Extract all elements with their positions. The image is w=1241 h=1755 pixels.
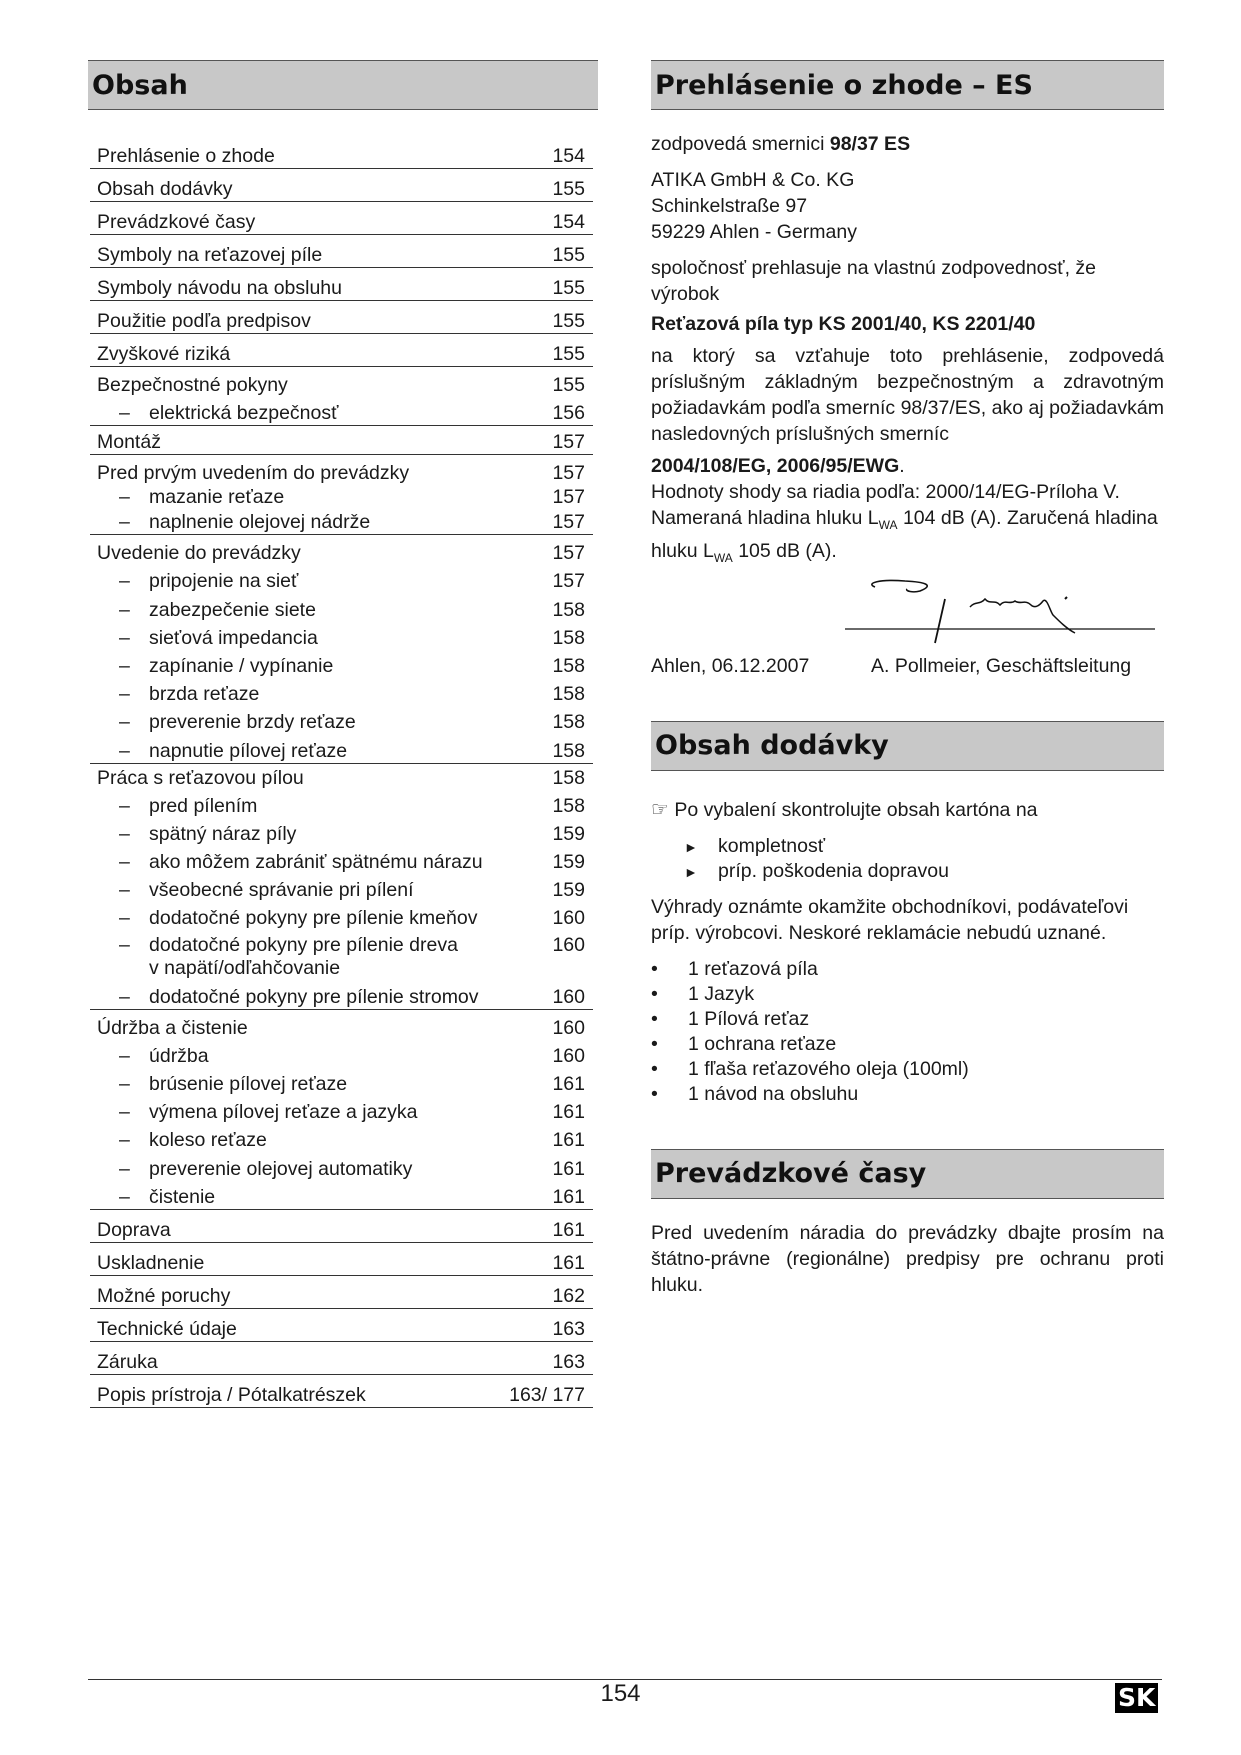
noise-sub-1: WA (878, 517, 898, 532)
toc-subentry-page: 161 (552, 1073, 585, 1095)
toc-entry-label: Bezpečnostné pokyny (97, 374, 288, 396)
toc-entry-label: Údržba a čistenie (97, 1016, 248, 1039)
toc-subentry-page: 161 (552, 1101, 585, 1124)
toc-subentry[interactable] (90, 874, 593, 902)
directives-list: 2004/108/EG, 2006/95/EWG (651, 455, 900, 477)
toc-subentry-label (149, 683, 259, 706)
delivery-item-text: 1 Pílová reťaz (688, 1007, 810, 1030)
dash-marker: – (119, 1157, 130, 1180)
toc-group (90, 138, 593, 169)
toc-group (90, 367, 593, 426)
toc-subentry-page: 161 (552, 1157, 585, 1180)
toc-subentry-label (149, 655, 333, 678)
noise-text-a: Nameraná hladina hluku L (651, 507, 879, 529)
toc-subentry[interactable] (90, 1181, 593, 1209)
toc-entry-page: 162 (552, 1284, 585, 1307)
toc-subentry-text: čistenie (149, 1185, 216, 1208)
toc-entry[interactable] (90, 1375, 593, 1407)
toc-subentry[interactable] (90, 622, 593, 650)
toc-entry[interactable] (90, 268, 593, 300)
bullet-marker: • (651, 1082, 658, 1105)
toc-subentry[interactable] (90, 678, 593, 706)
toc-subentry[interactable] (90, 593, 593, 621)
toc-subentry-text: preverenie brzdy reťaze (149, 711, 356, 734)
toc-entry[interactable] (90, 455, 593, 485)
delivery-item-text: 1 návod na obsluhu (688, 1082, 859, 1105)
toc-entry-label: Práca s reťazovou pílou (97, 766, 304, 789)
toc-entry-page: 158 (552, 766, 585, 789)
toc-group (90, 1276, 593, 1309)
toc-entry-label: Popis prístroja / Pótalkatrészek (97, 1383, 366, 1406)
toc-entry-page: 155 (552, 343, 585, 365)
toc-subentry[interactable] (90, 565, 593, 593)
dash-marker: – (119, 598, 130, 621)
table-of-contents (90, 138, 593, 1408)
toc-subentry-page: 161 (552, 1129, 585, 1152)
toc-subentry-label (149, 1101, 418, 1124)
company-street: Schinkelstraße 97 (651, 195, 808, 217)
toc-subentry-page: 161 (552, 1185, 585, 1208)
dash-marker: – (119, 1185, 130, 1208)
toc-entry-label: Symboly na reťazovej píle (97, 244, 323, 266)
toc-group (90, 202, 593, 235)
bullet-marker: • (651, 1007, 658, 1030)
dash-marker: – (119, 739, 130, 762)
declaration-heading: Prehlásenie o zhode – ES (651, 60, 1164, 110)
toc-subentry-label (149, 740, 347, 763)
delivery-item-text: 1 Jazyk (688, 982, 755, 1005)
operating-text: Pred uvedením náradia do prevádzky dbajte prosím na štátno-právne (regionálne) predpisy pre ochranu proti hluku. (651, 1221, 1164, 1296)
delivery-item (651, 1081, 1164, 1106)
company-address (651, 167, 1164, 245)
delivery-item-text: 1 ochrana reťaze (688, 1032, 837, 1055)
dash-marker: – (119, 626, 130, 649)
toc-subentry-label (149, 1045, 209, 1068)
toc-subentry[interactable] (90, 1040, 593, 1068)
toc-subentry[interactable] (90, 1068, 593, 1096)
toc-subentry-label (149, 627, 318, 650)
toc-subentry-text: zabezpečenie siete (149, 598, 316, 621)
toc-subentry[interactable] (90, 650, 593, 678)
delivery-heading: Obsah dodávky (651, 721, 1164, 771)
delivery-intro (651, 796, 1164, 823)
toc-entry-page: 157 (552, 462, 585, 485)
dash-marker: – (119, 879, 130, 902)
toc-subentry-page: 159 (552, 879, 585, 902)
toc-subentry-text: ako môžem zabrániť spätnému nárazu (149, 851, 483, 874)
toc-entry-label: Prehlásenie o zhode (97, 145, 275, 167)
toc-heading: Obsah (88, 60, 598, 110)
toc-subentry[interactable] (90, 509, 593, 534)
dash-marker: – (119, 1101, 130, 1124)
toc-entry-page: 154 (552, 211, 585, 233)
signature-image (835, 571, 1165, 653)
toc-group (90, 334, 593, 367)
toc-entry[interactable] (90, 169, 593, 201)
bullet-marker: • (651, 1032, 658, 1055)
delivery-item (651, 1056, 1164, 1081)
delivery-item (651, 1031, 1164, 1056)
toc-entry[interactable] (90, 202, 593, 234)
company-city: 59229 Ahlen - Germany (651, 221, 857, 243)
toc-group (90, 301, 593, 334)
toc-subentry-label (149, 511, 370, 534)
toc-subentry-text: brúsenie pílovej reťaze (149, 1073, 348, 1095)
dash-marker: – (119, 822, 130, 845)
toc-entry[interactable] (90, 535, 593, 565)
toc-group (90, 426, 593, 455)
toc-entry-label: Uvedenie do prevádzky (97, 542, 301, 565)
toc-group (90, 268, 593, 301)
language-badge: SK (1115, 1683, 1158, 1713)
toc-subentry-label (149, 570, 298, 593)
check-item (651, 833, 1164, 858)
toc-entry-page: 155 (552, 277, 585, 299)
company-name: ATIKA GmbH & Co. KG (651, 169, 855, 191)
toc-entry-label: Obsah dodávky (97, 178, 233, 200)
toc-subentry-page: 158 (552, 654, 585, 677)
toc-subentry-text: spätný náraz píly (149, 822, 297, 845)
declaration-statement: spoločnosť prehlasuje na vlastnú zodpovednosť, že výrobok (651, 257, 1096, 305)
toc-subentry[interactable] (90, 485, 593, 509)
toc-subentry-label (149, 795, 257, 818)
toc-subentry[interactable] (90, 930, 593, 980)
toc-entry-page: 157 (552, 542, 585, 565)
toc-subentry-text: zapínanie / vypínanie (149, 654, 334, 677)
directives-period: . (899, 455, 905, 477)
toc-entry[interactable] (90, 1276, 593, 1308)
toc-subentry[interactable] (90, 902, 593, 930)
toc-subentry-label (149, 1073, 347, 1096)
arrow-right-icon: ► (684, 863, 698, 880)
toc-entry-page: 155 (552, 310, 585, 332)
toc-subentry-page: 157 (552, 570, 585, 593)
toc-subentry-text: dodatočné pokyny pre pílenie kmeňov (149, 907, 478, 930)
directive-prefix: zodpovedá smernici (651, 133, 830, 155)
toc-subentry-text: sieťová impedancia (149, 626, 318, 649)
signature-area (651, 571, 1164, 653)
toc-subentry[interactable] (90, 734, 593, 762)
dash-marker: – (119, 1073, 130, 1095)
toc-group (90, 1243, 593, 1276)
toc-entry-label: Použitie podľa predpisov (97, 310, 311, 332)
toc-subentry-page: 160 (552, 985, 585, 1008)
dash-marker: – (119, 511, 130, 534)
toc-subentry-label (149, 599, 316, 622)
toc-entry-label: Montáž (97, 431, 161, 454)
toc-subentry[interactable] (90, 846, 593, 874)
product-name: Reťazová píla typ KS 2001/40, KS 2201/40 (651, 313, 1036, 335)
toc-subentry-page: 160 (552, 934, 585, 957)
toc-subentry-text: všeobecné správanie pri pílení (149, 879, 414, 902)
directives-line (651, 453, 1164, 479)
delivery-item-text: 1 reťazová píla (688, 957, 818, 980)
toc-subentry-text: preverenie olejovej automatiky (149, 1157, 413, 1180)
toc-subentry-label (149, 1186, 215, 1209)
toc-subentry-label (149, 907, 477, 930)
toc-entry-page: 163/ 177 (509, 1383, 585, 1406)
toc-entry-page: 163 (552, 1350, 585, 1373)
bullet-marker: • (651, 1057, 658, 1080)
toc-subentry-label (149, 986, 479, 1009)
toc-subentry-text: naplnenie olejovej nádrže (149, 511, 371, 534)
toc-entry-label: Symboly návodu na obsluhu (97, 277, 342, 299)
dash-marker: – (119, 1129, 130, 1152)
toc-subentry-text: elektrická bezpečnosť (149, 402, 339, 425)
toc-entry[interactable] (90, 426, 593, 454)
toc-subentry-label (149, 1158, 412, 1181)
toc-subentry-text: napnutie pílovej reťaze (149, 739, 348, 762)
toc-entry-page: 160 (552, 1016, 585, 1039)
toc-subentry-label (149, 934, 458, 980)
toc-subentry-text: brzda reťaze (149, 683, 260, 706)
toc-group (90, 455, 593, 535)
toc-subentry-text: pripojenie na sieť (149, 570, 299, 593)
toc-subentry-page: 157 (552, 486, 585, 509)
directive-number: 98/37 ES (829, 133, 911, 155)
operating-heading: Prevádzkové časy (651, 1149, 1164, 1199)
toc-subentry-text: dodatočné pokyny pre pílenie stromov (149, 985, 479, 1008)
toc-subentry-page: 158 (552, 598, 585, 621)
toc-entry-label: Prevádzkové časy (97, 211, 256, 233)
delivery-items (651, 956, 1164, 1106)
toc-group (90, 1010, 593, 1210)
dash-marker: – (119, 851, 130, 874)
toc-entry-page: 157 (552, 431, 585, 454)
check-list (651, 833, 1164, 883)
toc-subentry-label (149, 851, 483, 874)
toc-entry-label: Technické údaje (97, 1317, 237, 1340)
page-number: 154 (600, 1680, 641, 1707)
dash-marker: – (119, 907, 130, 930)
check-item-text: kompletnosť (718, 834, 826, 857)
bullet-marker: • (651, 957, 658, 980)
toc-entry[interactable] (90, 235, 593, 267)
toc-group (90, 535, 593, 763)
dash-marker: – (119, 794, 130, 817)
toc-subentry-page: 158 (552, 626, 585, 649)
toc-entry-label: Pred prvým uvedením do prevádzky (97, 462, 410, 485)
pointing-hand-icon: ☞ (651, 796, 669, 821)
delivery-item (651, 956, 1164, 981)
bullet-marker: • (651, 982, 658, 1005)
toc-entry-label: Doprava (97, 1218, 171, 1241)
noise-text-b: 104 dB (A). Zaručená hladina hluku L (651, 507, 1158, 562)
toc-subentry-text: výmena pílovej reťaze a jazyka (149, 1101, 418, 1124)
toc-section (88, 60, 598, 110)
toc-entry[interactable] (90, 1342, 593, 1374)
delivery-intro-text: Po vybalení skontrolujte obsah kartóna na (674, 798, 1038, 821)
dash-marker: – (119, 1044, 130, 1067)
signature-caption (651, 653, 1164, 679)
noise-line (651, 505, 1164, 571)
toc-entry[interactable] (90, 367, 593, 397)
toc-entry-page: 155 (552, 244, 585, 266)
toc-subentry-page: 159 (552, 822, 585, 845)
toc-subentry-label (149, 1129, 267, 1152)
dash-marker: – (119, 402, 130, 425)
toc-subentry[interactable] (90, 790, 593, 818)
delivery-item (651, 1006, 1164, 1031)
toc-group (90, 764, 593, 1010)
toc-subentry-label (149, 823, 296, 846)
dash-marker: – (119, 570, 130, 593)
toc-subentry-text-line2: v napätí/odľahčovanie (149, 957, 341, 980)
dash-marker: – (119, 711, 130, 734)
claims-text: Výhrady oznámte okamžite obchodníkovi, podávateľovi príp. výrobcovi. Neskoré reklamácie nebudú uznané. (651, 895, 1129, 944)
toc-subentry-page: 160 (552, 1044, 585, 1067)
toc-subentry-page: 158 (552, 739, 585, 762)
toc-group (90, 169, 593, 202)
toc-subentry-page: 156 (552, 402, 585, 425)
declaration-paragraph: na ktorý sa vzťahuje toto prehlásenie, zodpovedá príslušným základným bezpečnostným a zdravotným požiadavkám podľa smerníc 98/37/ES, ako aj požiadavkám nasledovných príslušných smerníc (651, 345, 1164, 445)
dash-marker: – (119, 654, 130, 677)
toc-entry-page: 154 (552, 145, 585, 167)
delivery-item (651, 981, 1164, 1006)
toc-entry-page: 155 (552, 374, 585, 396)
toc-entry-label: Zvyškové riziká (97, 343, 231, 365)
toc-group (90, 1210, 593, 1243)
toc-group (90, 1342, 593, 1375)
arrow-right-icon: ► (684, 838, 698, 855)
toc-subentry-label (149, 402, 338, 425)
toc-subentry[interactable] (90, 1124, 593, 1152)
declaration-section (651, 60, 1164, 1298)
toc-subentry[interactable] (90, 980, 593, 1008)
toc-entry[interactable] (90, 1309, 593, 1341)
conformity-line: Hodnoty shody sa riadia podľa: 2000/14/EG-Príloha V. (651, 481, 1120, 503)
dash-marker: – (119, 486, 130, 509)
toc-entry-label: Možné poruchy (97, 1284, 231, 1307)
toc-subentry[interactable] (90, 1152, 593, 1180)
toc-subentry[interactable] (90, 397, 593, 425)
toc-entry[interactable] (90, 334, 593, 366)
toc-subentry-page: 159 (552, 851, 585, 874)
toc-subentry-label (149, 486, 284, 509)
dash-marker: – (119, 934, 130, 957)
noise-sub-2: WA (713, 550, 733, 565)
toc-subentry-page: 157 (552, 511, 585, 534)
toc-entry-page: 161 (552, 1218, 585, 1241)
toc-subentry-label (149, 711, 356, 734)
toc-entry-page: 161 (552, 1251, 585, 1274)
dash-marker: – (119, 985, 130, 1008)
check-item (651, 858, 1164, 883)
toc-subentry-page: 158 (552, 683, 585, 706)
toc-subentry[interactable] (90, 1096, 593, 1124)
toc-subentry-page: 158 (552, 711, 585, 734)
toc-subentry-page: 158 (552, 794, 585, 817)
toc-subentry-text: mazanie reťaze (149, 486, 285, 509)
toc-subentry-page: 160 (552, 907, 585, 930)
delivery-item-text: 1 fľaša reťazového oleja (100ml) (688, 1057, 969, 1080)
toc-entry-label: Záruka (97, 1350, 158, 1373)
noise-text-c: 105 dB (A). (732, 539, 837, 562)
toc-entry[interactable] (90, 301, 593, 333)
toc-entry-page: 155 (552, 178, 585, 200)
toc-entry[interactable] (90, 764, 593, 790)
toc-subentry-text: koleso reťaze (149, 1129, 267, 1152)
toc-group (90, 1375, 593, 1408)
toc-subentry-text: údržba (149, 1044, 209, 1067)
signatory: A. Pollmeier, Geschäftsleitung (871, 654, 1132, 677)
directive-line (651, 131, 1164, 157)
toc-entry[interactable] (90, 1010, 593, 1040)
toc-subentry-label (149, 879, 414, 902)
toc-group (90, 1309, 593, 1342)
toc-subentry[interactable] (90, 818, 593, 846)
toc-subentry-text: pred pílením (149, 794, 258, 817)
check-item-text: príp. poškodenia dopravou (718, 859, 949, 882)
toc-subentry[interactable] (90, 706, 593, 734)
toc-entry-page: 163 (552, 1317, 585, 1340)
dash-marker: – (119, 683, 130, 706)
toc-entry[interactable] (90, 138, 593, 168)
place-date: Ahlen, 06.12.2007 (651, 654, 810, 677)
toc-entry[interactable] (90, 1210, 593, 1242)
toc-group (90, 235, 593, 268)
toc-subentry-text: dodatočné pokyny pre pílenie dreva (149, 934, 458, 957)
toc-entry-label: Uskladnenie (97, 1251, 205, 1274)
toc-entry[interactable] (90, 1243, 593, 1275)
